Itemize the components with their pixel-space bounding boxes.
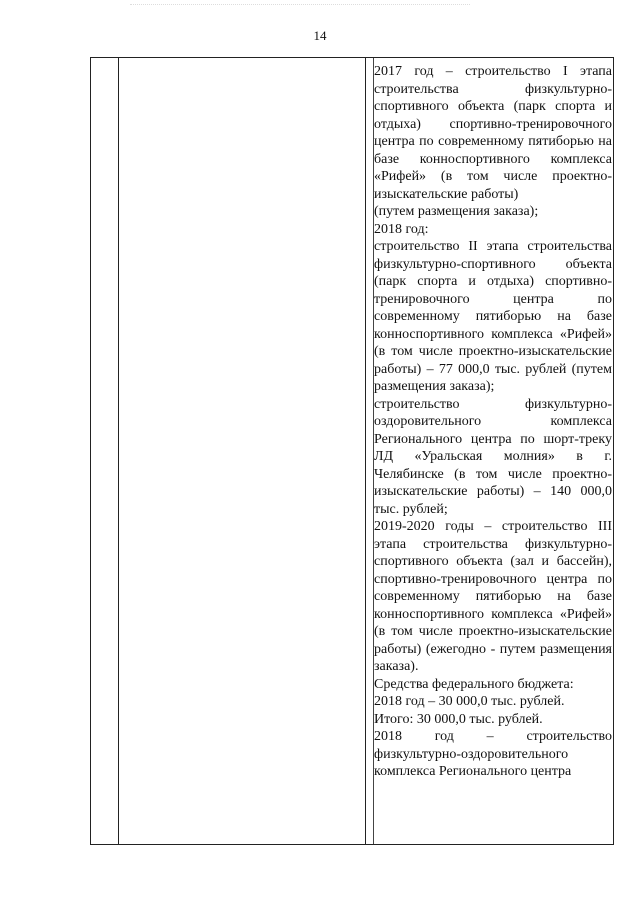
paragraph-2018-short-track: строительство физкультурно-оздоровительного комплекса Регионального центра по шорт-треку ЛД «Уральская молния» в г. Челябинске (в том числе проектно-изыскательские работы) – 140 000,0 тыс. рублей;: [374, 396, 612, 517]
program-table: [90, 57, 614, 845]
paragraph-2019-2020-stage-3: 2019-2020 годы – строительство III этапа строительства физкультурно-спортивного объекта (зал и бассейн), спортивно-тренировочного центра по современному пятиборью на базе конноспортивного комплекса «Рифей» (в том числе проектно-изыскательские работы) (ежегодно - путем размещения заказа).: [374, 519, 612, 674]
scan-artifact: [130, 4, 470, 9]
funding-description-cell: [374, 63, 612, 781]
paragraph-2018-construction: 2018 год – строительство физкультурно-оздоровительного комплекса Регионального центра: [374, 729, 612, 779]
table-border-right: [613, 58, 614, 844]
table-column-divider-1: [118, 58, 119, 844]
paragraph-federal-2018: 2018 год – 30 000,0 тыс. рублей.: [374, 694, 565, 709]
paragraph-order-note: (путем размещения заказа);: [374, 204, 539, 219]
paragraph-2018-heading: 2018 год:: [374, 221, 429, 237]
paragraph-2017-stage-1: 2017 год – строительство I этапа строительства физкультурно-спортивного объекта (парк спорта и отдыха) спортивно-тренировочного центра по современному пятиборью на базе конноспортивного комплекса «Рифей» (в том числе проектно-изыскательские работы): [374, 64, 612, 202]
table-column-divider-2: [365, 58, 366, 844]
paragraph-2018-stage-2: строительство II этапа строительства физкультурно-спортивного объекта (парк спорта и отдыха) спортивно-тренировочного центра по современному пятиборью на базе конноспортивного комплекса «Рифей» (в том числе проектно-изыскательские работы) – 77 000,0 тыс. рублей (путем размещения заказа);: [374, 239, 612, 394]
paragraph-federal-total: Итого: 30 000,0 тыс. рублей.: [374, 711, 543, 727]
table-border-left: [90, 58, 91, 844]
page-number: 14: [313, 28, 327, 43]
paragraph-federal-budget: Средства федерального бюджета:: [374, 676, 574, 692]
